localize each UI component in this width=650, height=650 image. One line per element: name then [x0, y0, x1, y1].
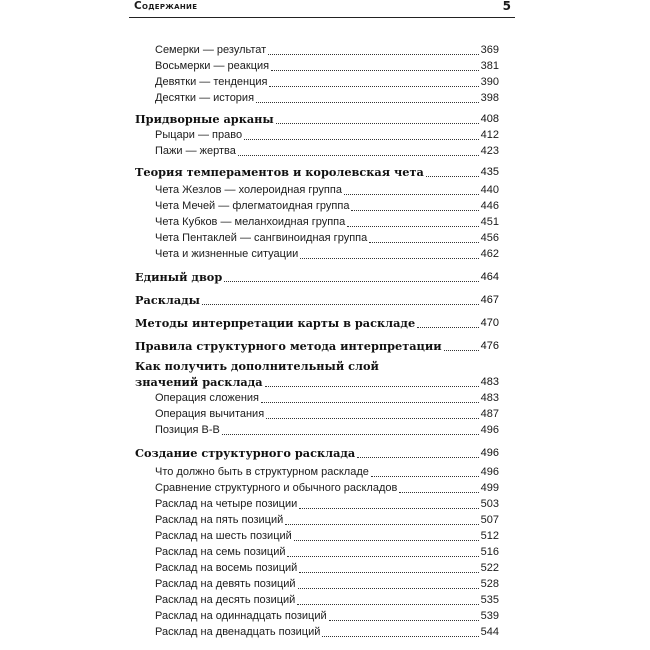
- toc-entry-page: 462: [480, 248, 499, 260]
- toc-entry-page: 516: [480, 546, 499, 558]
- toc-section-title-line2: значений расклада: [135, 375, 263, 389]
- dot-leader: [222, 434, 479, 435]
- toc-entry-page: 528: [480, 578, 499, 590]
- dot-leader: [269, 86, 478, 87]
- toc-section-entry[interactable]: [135, 164, 499, 180]
- toc-section-entry[interactable]: [135, 111, 499, 127]
- dot-leader: [266, 418, 478, 419]
- toc-entry-page: 446: [480, 200, 499, 212]
- toc-entry-page: 539: [480, 610, 499, 622]
- dot-leader: [298, 588, 479, 589]
- toc-entry-title: Расклад на одиннадцать позиций: [155, 610, 327, 622]
- toc-entry[interactable]: [135, 58, 499, 74]
- dot-leader: [347, 226, 478, 227]
- toc-entry[interactable]: [135, 390, 499, 406]
- toc-section-title-line2-row: [135, 374, 499, 390]
- toc-entry[interactable]: [135, 422, 499, 438]
- toc-entry-page: 451: [480, 216, 499, 228]
- dot-leader: [297, 604, 478, 605]
- dot-leader: [238, 155, 479, 156]
- dot-leader: [256, 102, 479, 103]
- toc-entry[interactable]: [135, 528, 499, 544]
- toc-entry-title: Расклад на четыре позиции: [155, 498, 298, 510]
- toc-entry-page: 390: [480, 76, 499, 88]
- toc-entry-page: 470: [480, 317, 499, 329]
- toc-entry[interactable]: [135, 496, 499, 512]
- dot-leader: [244, 139, 479, 140]
- toc-entry-title: Расклад на двенадцать позиций: [155, 626, 321, 638]
- running-head-title: Содержание: [134, 0, 198, 12]
- toc-entry[interactable]: [135, 74, 499, 90]
- toc-entry-page: 496: [480, 447, 499, 459]
- toc-entry-title: Семерки — результат: [155, 44, 267, 56]
- toc-entry-page: 464: [480, 271, 499, 283]
- dot-leader: [294, 540, 479, 541]
- dot-leader: [202, 304, 479, 305]
- toc-entry-title: Пажи — жертва: [155, 145, 236, 157]
- toc-section-title: Единый двор: [135, 270, 223, 284]
- toc-entry-page: 512: [480, 530, 499, 542]
- toc-section-title-line1: Как получить дополнительный слой: [135, 359, 379, 373]
- toc-entry-page: 456: [480, 232, 499, 244]
- toc-entry-page: 398: [480, 92, 499, 104]
- dot-leader: [265, 386, 479, 387]
- toc-entry-page: 507: [480, 514, 499, 526]
- toc-entry[interactable]: [135, 406, 499, 422]
- dot-leader: [399, 492, 478, 493]
- toc-entry-title: Чета Жезлов — холероидная группа: [155, 184, 342, 196]
- toc-entry-title: Что должно быть в структурном раскладе: [155, 466, 369, 478]
- dot-leader: [329, 620, 479, 621]
- dot-leader: [371, 476, 479, 477]
- toc-entry[interactable]: [135, 480, 499, 496]
- toc-entry-page: 496: [480, 424, 499, 436]
- toc-entry-title: Позиция В-В: [155, 424, 220, 436]
- toc-entry[interactable]: [135, 560, 499, 576]
- toc-entry-page: 440: [480, 184, 499, 196]
- toc-entry-title: Восьмерки — реакция: [155, 60, 270, 72]
- toc-entry-page: 423: [480, 145, 499, 157]
- toc-entry[interactable]: [135, 90, 499, 106]
- toc-entry-title: Чета Пентаклей — сангвиноидная группа: [155, 232, 368, 244]
- toc-entry-page: 483: [480, 392, 499, 404]
- dot-leader: [417, 327, 479, 328]
- toc-entry-page: 503: [480, 498, 499, 510]
- toc-entry-page: 467: [480, 294, 499, 306]
- dot-leader: [299, 572, 478, 573]
- toc-entry-title: Расклад на восемь позиций: [155, 562, 298, 574]
- toc-entry-page: 522: [480, 562, 499, 574]
- toc-entry[interactable]: [135, 592, 499, 608]
- toc-entry-page: 487: [480, 408, 499, 420]
- dot-leader: [351, 210, 478, 211]
- toc-entry-page: 435: [480, 166, 499, 178]
- toc-entry[interactable]: [135, 464, 499, 480]
- toc-entry-title: Чета и жизненные ситуации: [155, 248, 299, 260]
- toc-section-entry[interactable]: [135, 315, 499, 331]
- toc-entry[interactable]: [135, 198, 499, 214]
- toc-section-title: Правила структурного метода интерпретации: [135, 339, 442, 353]
- running-head: [101, 0, 547, 17]
- toc-section-entry[interactable]: [135, 445, 499, 461]
- toc-entry-title: Чета Кубков — меланхоидная группа: [155, 216, 346, 228]
- toc-entry-title: Сравнение структурного и обычного раскладов: [155, 482, 398, 494]
- toc-entry[interactable]: [135, 214, 499, 230]
- toc-entry-title: Девятки — тенденция: [155, 76, 268, 88]
- toc-entry-page: 412: [480, 129, 499, 141]
- table-of-contents: [135, 42, 499, 640]
- toc-entry-page: 483: [480, 376, 499, 388]
- toc-entry[interactable]: [135, 42, 499, 58]
- toc-entry-title: Рыцари — право: [155, 129, 243, 141]
- toc-section-title: Придворные арканы: [135, 112, 274, 126]
- toc-entry[interactable]: [135, 127, 499, 143]
- toc-entry[interactable]: [135, 576, 499, 592]
- dot-leader: [369, 242, 478, 243]
- toc-section-title: Теория темпераментов и королевская чета: [135, 165, 424, 179]
- toc-entry-title: Операция сложения: [155, 392, 260, 404]
- dot-leader: [271, 70, 479, 71]
- dot-leader: [357, 457, 478, 458]
- toc-entry[interactable]: [135, 544, 499, 560]
- toc-section-title: Создание структурного расклада: [135, 446, 356, 460]
- dot-leader: [268, 54, 478, 55]
- dot-leader: [344, 194, 479, 195]
- toc-entry[interactable]: [135, 608, 499, 624]
- toc-entry-page: 369: [480, 44, 499, 56]
- toc-entry[interactable]: [135, 182, 499, 198]
- dot-leader: [426, 176, 479, 177]
- dot-leader: [287, 556, 478, 557]
- dot-leader: [224, 281, 478, 282]
- dot-leader: [444, 350, 479, 351]
- dot-leader: [261, 402, 479, 403]
- toc-entry-page: 535: [480, 594, 499, 606]
- toc-entry[interactable]: [135, 143, 499, 159]
- dot-leader: [300, 258, 478, 259]
- toc-entry[interactable]: [135, 230, 499, 246]
- toc-entry-page: 408: [480, 113, 499, 125]
- header-rule: [129, 17, 515, 18]
- toc-entry-title: Расклад на шесть позиций: [155, 530, 292, 542]
- toc-section-title: Расклады: [135, 293, 200, 307]
- dot-leader: [285, 524, 478, 525]
- toc-section-entry[interactable]: [135, 269, 499, 285]
- toc-section-entry[interactable]: [135, 292, 499, 308]
- toc-entry-title: Расклад на девять позиций: [155, 578, 296, 590]
- toc-entry[interactable]: [135, 512, 499, 528]
- toc-section-entry[interactable]: [135, 358, 499, 390]
- dot-leader: [322, 636, 478, 637]
- toc-entry[interactable]: [135, 246, 499, 262]
- toc-entry-title: Чета Мечей — флегматоидная группа: [155, 200, 350, 212]
- running-head-page-number: 5: [502, 0, 511, 13]
- toc-entry-title: Расклад на пять позиций: [155, 514, 284, 526]
- dot-leader: [276, 123, 479, 124]
- toc-entry-title: Расклад на десять позиций: [155, 594, 296, 606]
- toc-entry-title: Операция вычитания: [155, 408, 265, 420]
- toc-entry-page: 499: [480, 482, 499, 494]
- toc-entry-page: 381: [480, 60, 499, 72]
- toc-entry-page: 544: [480, 626, 499, 638]
- dot-leader: [299, 508, 478, 509]
- toc-entry-title: Расклад на семь позиций: [155, 546, 286, 558]
- toc-section-title: Методы интерпретации карты в раскладе: [135, 316, 416, 330]
- toc-entry-page: 476: [480, 340, 499, 352]
- toc-section-entry[interactable]: [135, 338, 499, 354]
- toc-entry[interactable]: [135, 624, 499, 640]
- toc-entry-title: Десятки — история: [155, 92, 255, 104]
- toc-entry-page: 496: [480, 466, 499, 478]
